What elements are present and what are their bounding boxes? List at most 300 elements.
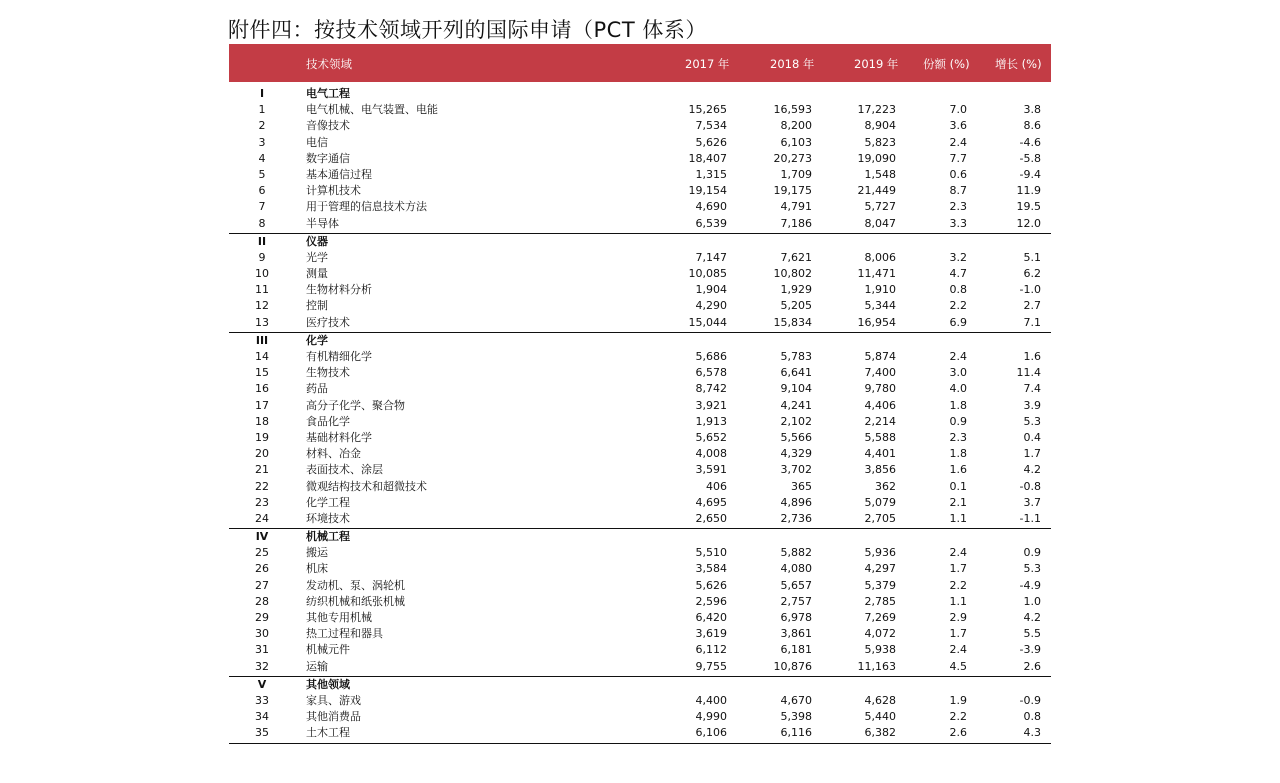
table-row — [229, 381, 1051, 397]
value-2017: 5,626 — [695, 578, 727, 592]
value-2019: 8,006 — [864, 250, 896, 264]
value-2017: 3,619 — [695, 627, 727, 641]
table-body — [229, 82, 1051, 744]
value-growth: 3.9 — [1023, 398, 1041, 412]
value-2018: 6,181 — [780, 643, 812, 657]
row-field: 基础材料化学 — [306, 430, 372, 444]
value-share: 4.5 — [949, 659, 967, 673]
row-number: 6 — [258, 184, 266, 198]
table-row — [229, 430, 1051, 446]
value-growth: -9.4 — [1019, 167, 1041, 181]
row-number: 24 — [255, 511, 269, 525]
value-share: 4.0 — [949, 382, 967, 396]
value-2018: 4,670 — [780, 693, 812, 707]
value-share: 0.1 — [949, 479, 967, 493]
row-field: 控制 — [306, 299, 328, 313]
row-field: 搬运 — [306, 546, 328, 560]
table-row — [229, 642, 1051, 658]
table-row — [229, 365, 1051, 381]
value-2018: 4,080 — [780, 562, 812, 576]
value-2018: 10,876 — [773, 659, 812, 673]
table-row — [229, 199, 1051, 215]
value-growth: 19.5 — [1016, 200, 1041, 214]
row-field: 热工过程和器具 — [306, 627, 383, 641]
value-2017: 8,742 — [695, 382, 727, 396]
value-2019: 5,440 — [864, 710, 896, 724]
value-share: 1.7 — [949, 627, 967, 641]
value-2017: 4,290 — [695, 299, 727, 313]
value-2017: 9,755 — [695, 659, 727, 673]
row-number: 21 — [255, 463, 269, 477]
value-2018: 4,241 — [780, 398, 812, 412]
section-code: II — [257, 234, 267, 248]
table-row — [229, 135, 1051, 151]
value-2019: 4,297 — [864, 562, 896, 576]
value-2018: 365 — [791, 479, 812, 493]
value-2019: 16,954 — [857, 315, 896, 329]
value-2019: 5,936 — [864, 546, 896, 560]
row-field: 电信 — [306, 135, 328, 149]
row-field: 计算机技术 — [306, 184, 361, 198]
row-number: 1 — [258, 103, 266, 117]
table-section — [229, 529, 1051, 677]
value-2018: 9,104 — [780, 382, 812, 396]
table-row — [229, 250, 1051, 266]
value-2017: 3,591 — [695, 463, 727, 477]
value-2018: 3,702 — [780, 463, 812, 477]
value-growth: 7.1 — [1023, 315, 1041, 329]
value-2017: 6,578 — [695, 366, 727, 380]
value-growth: 5.3 — [1023, 562, 1041, 576]
value-2019: 7,269 — [864, 611, 896, 624]
value-2019: 5,727 — [864, 200, 896, 214]
value-2019: 2,214 — [864, 414, 896, 428]
value-2018: 6,978 — [780, 611, 812, 624]
value-2018: 3,861 — [780, 627, 812, 641]
row-field: 音像技术 — [306, 119, 350, 133]
value-growth: 3.8 — [1023, 103, 1041, 117]
row-number: 12 — [255, 299, 269, 313]
value-2017: 18,407 — [688, 151, 727, 165]
row-number: 22 — [255, 479, 269, 493]
header-growth: 增长 (%) — [995, 57, 1042, 71]
value-growth: 8.6 — [1023, 119, 1041, 133]
table-row — [229, 578, 1051, 594]
value-2018: 15,834 — [773, 315, 812, 329]
row-field: 测量 — [306, 267, 328, 281]
value-2017: 19,154 — [688, 184, 727, 198]
row-number: 14 — [255, 350, 269, 363]
table-row — [229, 446, 1051, 462]
value-2018: 1,929 — [780, 283, 812, 297]
table-row — [229, 693, 1051, 709]
value-growth: 4.2 — [1023, 463, 1041, 477]
row-field: 化学工程 — [306, 495, 350, 509]
value-share: 0.6 — [949, 167, 967, 181]
value-2018: 5,398 — [780, 710, 812, 724]
value-2018: 10,802 — [773, 267, 812, 281]
row-number: 34 — [255, 710, 269, 724]
table-row — [229, 594, 1051, 610]
table-row — [229, 462, 1051, 478]
value-2017: 4,400 — [695, 693, 727, 707]
table-row — [229, 118, 1051, 134]
value-growth: 4.3 — [1023, 726, 1041, 740]
value-2018: 5,657 — [780, 578, 812, 592]
value-2017: 4,690 — [695, 200, 727, 214]
section-code: IV — [255, 530, 269, 544]
table-row — [229, 398, 1051, 414]
value-share: 2.4 — [949, 643, 967, 657]
table-row — [229, 659, 1051, 675]
value-2019: 21,449 — [857, 184, 896, 198]
value-2018: 4,329 — [780, 447, 812, 461]
value-2017: 4,990 — [695, 710, 727, 724]
value-2017: 15,044 — [688, 315, 727, 329]
table-row — [229, 545, 1051, 561]
pct-table — [229, 44, 1051, 744]
table-row — [229, 610, 1051, 626]
row-number: 19 — [255, 430, 269, 444]
value-growth: -0.8 — [1019, 479, 1041, 493]
table-row — [229, 561, 1051, 577]
section-heading — [229, 529, 1051, 545]
header-2017: 2017 年 — [685, 57, 730, 71]
row-field: 运输 — [306, 659, 328, 673]
row-field: 用于管理的信息技术方法 — [306, 200, 427, 214]
value-2019: 2,705 — [864, 511, 896, 525]
value-growth: 5.3 — [1023, 414, 1041, 428]
value-share: 1.6 — [949, 463, 967, 477]
row-field: 机械元件 — [306, 643, 350, 657]
row-number: 7 — [258, 200, 266, 214]
row-field: 生物技术 — [306, 366, 350, 380]
value-share: 1.9 — [949, 693, 967, 707]
value-2019: 11,163 — [857, 659, 896, 673]
table-header — [229, 44, 1051, 82]
value-2018: 5,566 — [780, 430, 812, 444]
row-field: 电气机械、电气装置、电能 — [306, 103, 438, 117]
value-share: 2.4 — [949, 546, 967, 560]
value-2017: 2,650 — [695, 511, 727, 525]
table-row — [229, 709, 1051, 725]
value-2018: 6,103 — [780, 135, 812, 149]
value-2017: 4,008 — [695, 447, 727, 461]
row-field: 其他消费品 — [306, 710, 361, 724]
row-field: 微观结构技术和超微技术 — [306, 479, 427, 493]
value-share: 3.6 — [949, 119, 967, 133]
value-share: 2.9 — [949, 611, 967, 624]
value-share: 3.3 — [949, 216, 967, 230]
value-2018: 6,641 — [780, 366, 812, 380]
value-2019: 5,588 — [864, 430, 896, 444]
value-growth: -1.0 — [1019, 283, 1041, 297]
value-2019: 4,401 — [864, 447, 896, 461]
table-row — [229, 266, 1051, 282]
page-title: 附件四：按技术领域开列的国际申请（PCT 体系） — [228, 18, 707, 42]
value-2017: 1,913 — [695, 414, 727, 428]
section-code: I — [259, 87, 265, 100]
value-2017: 15,265 — [688, 103, 727, 117]
value-growth: 1.0 — [1023, 594, 1041, 608]
value-2019: 11,471 — [857, 267, 896, 281]
table-row — [229, 298, 1051, 314]
value-share: 2.3 — [949, 200, 967, 214]
value-2019: 4,406 — [864, 398, 896, 412]
row-number: 31 — [255, 643, 269, 657]
value-2019: 19,090 — [857, 151, 896, 165]
row-number: 10 — [255, 267, 269, 281]
row-number: 29 — [255, 611, 269, 624]
table-section — [229, 333, 1051, 529]
value-share: 7.7 — [949, 151, 967, 165]
value-2017: 4,695 — [695, 495, 727, 509]
value-share: 8.7 — [949, 184, 967, 198]
row-field: 药品 — [306, 382, 328, 396]
section-code: III — [255, 333, 269, 347]
value-share: 2.4 — [949, 135, 967, 149]
row-field: 纺织机械和纸张机械 — [306, 594, 405, 608]
value-2019: 5,938 — [864, 643, 896, 657]
row-number: 2 — [258, 119, 266, 133]
value-share: 1.1 — [949, 594, 967, 608]
value-growth: 3.7 — [1023, 495, 1041, 509]
table-row — [229, 349, 1051, 365]
value-share: 2.2 — [949, 710, 967, 724]
value-growth: 5.1 — [1023, 250, 1041, 264]
value-growth: 2.7 — [1023, 299, 1041, 313]
row-number: 3 — [258, 135, 266, 149]
value-share: 2.2 — [949, 578, 967, 592]
value-share: 3.2 — [949, 250, 967, 264]
value-2018: 5,882 — [780, 546, 812, 560]
value-2018: 6,116 — [780, 726, 812, 740]
value-2019: 5,344 — [864, 299, 896, 313]
header-share: 份额 (%) — [923, 57, 970, 71]
row-field: 生物材料分析 — [306, 283, 372, 297]
value-2019: 8,904 — [864, 119, 896, 133]
value-2017: 1,904 — [695, 283, 727, 297]
value-growth: 7.4 — [1023, 382, 1041, 396]
value-growth: -0.9 — [1019, 693, 1041, 707]
section-heading — [229, 234, 1051, 250]
table-row — [229, 216, 1051, 232]
row-number: 20 — [255, 447, 269, 461]
value-share: 6.9 — [949, 315, 967, 329]
value-growth: -1.1 — [1019, 511, 1041, 525]
value-growth: 12.0 — [1016, 216, 1041, 230]
value-share: 0.9 — [949, 414, 967, 428]
value-2017: 6,420 — [695, 611, 727, 624]
row-field: 家具、游戏 — [306, 693, 361, 707]
value-2017: 406 — [706, 479, 727, 493]
value-2019: 6,382 — [864, 726, 896, 740]
value-growth: 4.2 — [1023, 611, 1041, 624]
row-number: 16 — [255, 382, 269, 396]
value-2019: 362 — [875, 479, 896, 493]
section-heading — [229, 86, 1051, 102]
value-growth: 1.6 — [1023, 350, 1041, 363]
table-row — [229, 167, 1051, 183]
value-growth: -4.6 — [1019, 135, 1041, 149]
value-2019: 2,785 — [864, 594, 896, 608]
value-growth: 11.9 — [1016, 184, 1041, 198]
value-growth: 0.4 — [1023, 430, 1041, 444]
value-share: 2.6 — [949, 726, 967, 740]
header-field: 技术领域 — [306, 57, 352, 71]
value-2018: 1,709 — [780, 167, 812, 181]
value-2018: 2,102 — [780, 414, 812, 428]
row-field: 有机精细化学 — [306, 350, 372, 363]
value-2017: 6,112 — [695, 643, 727, 657]
value-growth: 1.7 — [1023, 447, 1041, 461]
table-row — [229, 282, 1051, 298]
value-2018: 7,186 — [780, 216, 812, 230]
value-2017: 10,085 — [688, 267, 727, 281]
row-number: 35 — [255, 726, 269, 740]
value-2019: 3,856 — [864, 463, 896, 477]
row-field: 发动机、泵、涡轮机 — [306, 578, 405, 592]
value-growth: 2.6 — [1023, 659, 1041, 673]
section-code: V — [257, 677, 267, 691]
table-row — [229, 315, 1051, 331]
value-2017: 5,686 — [695, 350, 727, 363]
row-number: 4 — [258, 151, 266, 165]
row-number: 9 — [258, 250, 266, 264]
value-2019: 5,079 — [864, 495, 896, 509]
row-number: 11 — [255, 283, 269, 297]
value-share: 2.4 — [949, 350, 967, 363]
section-name: 机械工程 — [306, 530, 350, 544]
value-2019: 17,223 — [857, 103, 896, 117]
value-2017: 1,315 — [695, 167, 727, 181]
row-field: 土木工程 — [306, 726, 350, 740]
section-name: 电气工程 — [306, 87, 350, 100]
value-growth: 0.9 — [1023, 546, 1041, 560]
section-heading — [229, 677, 1051, 693]
row-number: 33 — [255, 693, 269, 707]
value-2018: 19,175 — [773, 184, 812, 198]
row-number: 25 — [255, 546, 269, 560]
value-growth: -5.8 — [1019, 151, 1041, 165]
section-name: 其他领域 — [306, 677, 350, 691]
table-row — [229, 183, 1051, 199]
value-2018: 8,200 — [780, 119, 812, 133]
row-field: 高分子化学、聚合物 — [306, 398, 405, 412]
value-share: 0.8 — [949, 283, 967, 297]
header-2018: 2018 年 — [770, 57, 815, 71]
value-share: 1.1 — [949, 511, 967, 525]
value-2019: 4,072 — [864, 627, 896, 641]
value-share: 1.7 — [949, 562, 967, 576]
row-number: 27 — [255, 578, 269, 592]
value-2017: 5,626 — [695, 135, 727, 149]
row-number: 30 — [255, 627, 269, 641]
value-2018: 4,896 — [780, 495, 812, 509]
value-growth: -3.9 — [1019, 643, 1041, 657]
table-section — [229, 86, 1051, 234]
value-2018: 2,736 — [780, 511, 812, 525]
value-2019: 5,379 — [864, 578, 896, 592]
value-share: 1.8 — [949, 447, 967, 461]
row-field: 材料、冶金 — [306, 447, 361, 461]
row-number: 5 — [258, 167, 266, 181]
value-2017: 6,106 — [695, 726, 727, 740]
value-growth: 6.2 — [1023, 267, 1041, 281]
row-field: 光学 — [306, 250, 328, 264]
table-row — [229, 102, 1051, 118]
value-2017: 6,539 — [695, 216, 727, 230]
row-field: 基本通信过程 — [306, 167, 372, 181]
value-2019: 7,400 — [864, 366, 896, 380]
table-row — [229, 626, 1051, 642]
row-number: 23 — [255, 495, 269, 509]
row-number: 28 — [255, 594, 269, 608]
value-share: 2.3 — [949, 430, 967, 444]
table-section — [229, 234, 1051, 333]
table-row — [229, 495, 1051, 511]
value-growth: 11.4 — [1016, 366, 1041, 380]
table-row — [229, 414, 1051, 430]
value-2017: 5,510 — [695, 546, 727, 560]
row-field: 机床 — [306, 562, 328, 576]
table-row — [229, 151, 1051, 167]
value-2017: 3,584 — [695, 562, 727, 576]
value-2018: 20,273 — [773, 151, 812, 165]
value-share: 2.2 — [949, 299, 967, 313]
section-name: 化学 — [306, 333, 328, 347]
value-2018: 5,205 — [780, 299, 812, 313]
row-field: 环境技术 — [306, 511, 350, 525]
row-number: 15 — [255, 366, 269, 380]
row-number: 18 — [255, 414, 269, 428]
table-row — [229, 725, 1051, 741]
row-field: 表面技术、涂层 — [306, 463, 383, 477]
value-2017: 7,534 — [695, 119, 727, 133]
value-share: 3.0 — [949, 366, 967, 380]
value-2017: 7,147 — [695, 250, 727, 264]
row-number: 17 — [255, 398, 269, 412]
row-number: 13 — [255, 315, 269, 329]
header-2019: 2019 年 — [854, 57, 899, 71]
table-row — [229, 479, 1051, 495]
value-2018: 2,757 — [780, 594, 812, 608]
row-number: 8 — [258, 216, 266, 230]
value-2019: 1,910 — [864, 283, 896, 297]
section-name: 仪器 — [306, 234, 328, 248]
value-share: 2.1 — [949, 495, 967, 509]
table-section — [229, 677, 1051, 744]
value-2018: 7,621 — [780, 250, 812, 264]
row-number: 32 — [255, 659, 269, 673]
value-2019: 5,823 — [864, 135, 896, 149]
row-field: 数字通信 — [306, 151, 350, 165]
row-field: 医疗技术 — [306, 315, 350, 329]
value-growth: -4.9 — [1019, 578, 1041, 592]
row-field: 半导体 — [306, 216, 339, 230]
value-2019: 5,874 — [864, 350, 896, 363]
value-2017: 5,652 — [695, 430, 727, 444]
value-2017: 3,921 — [695, 398, 727, 412]
value-2019: 1,548 — [864, 167, 896, 181]
value-share: 1.8 — [949, 398, 967, 412]
value-2018: 5,783 — [780, 350, 812, 363]
section-heading — [229, 333, 1051, 349]
value-2019: 4,628 — [864, 693, 896, 707]
value-growth: 0.8 — [1023, 710, 1041, 724]
value-share: 4.7 — [949, 267, 967, 281]
value-2018: 4,791 — [780, 200, 812, 214]
